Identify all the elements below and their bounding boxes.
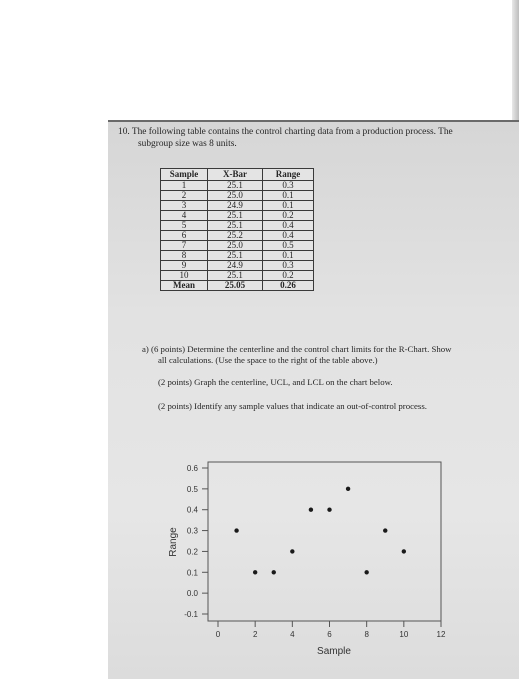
range-chart: [158, 454, 458, 666]
x-tick-label: 6: [327, 630, 332, 639]
cell-sample: 3: [161, 201, 208, 211]
cell-xbar: 25.1: [208, 211, 263, 221]
cell-xbar: 25.0: [208, 191, 263, 201]
plot-frame: [208, 462, 441, 621]
header-xbar: X-Bar: [208, 169, 263, 181]
table-row: [161, 241, 314, 251]
question-text-line-2: subgroup size was 8 units.: [138, 139, 237, 149]
cell-xbar: 24.9: [208, 201, 263, 211]
cell-range: 0.3: [263, 261, 314, 271]
cell-xbar: 25.2: [208, 231, 263, 241]
table-row: [161, 251, 314, 261]
part-a-text-line-2: all calculations. (Use the space to the right of the table above.): [158, 355, 378, 365]
cell-sample: 9: [161, 261, 208, 271]
x-tick-label: 12: [436, 630, 446, 639]
cell-range: 0.1: [263, 251, 314, 261]
data-points: [234, 487, 406, 575]
cell-range: 0.4: [263, 231, 314, 241]
cell-sample: 8: [161, 251, 208, 261]
table-row: [161, 261, 314, 271]
data-point: [309, 508, 313, 512]
part-a-text-line-1: a) (6 points) Determine the centerline and the control chart limits for the R-Chart. Show: [142, 344, 452, 354]
cell-range: 0.1: [263, 201, 314, 211]
cell-sample: 10: [161, 271, 208, 281]
exam-page: [108, 122, 519, 679]
cell-xbar: 25.1: [208, 271, 263, 281]
table-header-row: [161, 169, 314, 181]
cell-range: 0.2: [263, 271, 314, 281]
table-mean-row: [161, 281, 314, 291]
cell-mean-xbar: 25.05: [208, 281, 263, 291]
header-sample: Sample: [161, 169, 208, 181]
y-axis-label: Range: [168, 527, 179, 557]
y-tick-label: 0.2: [186, 547, 198, 557]
question-text-line-1: 10. The following table contains the control charting data from a production process. The: [118, 127, 453, 137]
cell-xbar: 25.1: [208, 251, 263, 261]
data-point: [290, 549, 294, 553]
table-row: [161, 191, 314, 201]
page-edge-shadow: [512, 0, 519, 120]
y-tick-label: 0.5: [186, 484, 198, 494]
blank-area-top: [0, 0, 519, 120]
blank-area-left: [0, 120, 108, 679]
x-axis: [216, 621, 446, 639]
table-row: [161, 221, 314, 231]
x-tick-label: 0: [215, 630, 221, 639]
cell-sample: 1: [161, 181, 208, 191]
cell-range: 0.1: [263, 191, 314, 201]
x-axis-label: Sample: [317, 646, 351, 657]
data-point: [383, 528, 387, 532]
cell-xbar: 25.0: [208, 241, 263, 251]
cell-sample: 2: [161, 191, 208, 201]
table-row: [161, 271, 314, 281]
cell-range: 0.3: [263, 181, 314, 191]
table-row: [161, 181, 314, 191]
x-tick-label: 10: [399, 630, 409, 639]
y-tick-label: -0.1: [184, 610, 198, 619]
y-tick-label: 0.0: [186, 589, 198, 599]
cell-sample: 5: [161, 221, 208, 231]
cell-range: 0.5: [263, 241, 314, 251]
cell-range: 0.4: [263, 221, 314, 231]
x-tick-label: 8: [364, 630, 369, 639]
part-b-text: (2 points) Graph the centerline, UCL, and LCL on the chart below.: [158, 377, 393, 387]
data-point: [234, 528, 238, 532]
cell-mean-label: Mean: [161, 281, 208, 291]
data-point: [346, 487, 350, 491]
data-point: [253, 570, 257, 574]
control-data-table: [160, 168, 314, 291]
y-tick-label: 0.1: [186, 568, 198, 578]
header-range: Range: [263, 169, 314, 181]
cell-xbar: 25.1: [208, 181, 263, 191]
x-tick-label: 2: [252, 630, 258, 639]
x-tick-label: 4: [290, 630, 295, 639]
part-c-text: (2 points) Identify any sample values that indicate an out-of-control process.: [158, 401, 427, 411]
data-point: [364, 570, 368, 574]
table-row: [161, 201, 314, 211]
data-point: [327, 508, 331, 512]
y-tick-label: 0.6: [186, 464, 198, 473]
cell-mean-range: 0.26: [263, 281, 314, 291]
cell-range: 0.2: [263, 211, 314, 221]
y-tick-label: 0.3: [186, 526, 198, 536]
cell-xbar: 24.9: [208, 261, 263, 271]
y-axis: [184, 464, 208, 619]
cell-sample: 6: [161, 231, 208, 241]
cell-xbar: 25.1: [208, 221, 263, 231]
data-point: [272, 570, 276, 574]
data-point: [402, 549, 406, 553]
cell-sample: 4: [161, 211, 208, 221]
table-row: [161, 211, 314, 221]
y-tick-label: 0.4: [186, 505, 198, 515]
table-row: [161, 231, 314, 241]
cell-sample: 7: [161, 241, 208, 251]
